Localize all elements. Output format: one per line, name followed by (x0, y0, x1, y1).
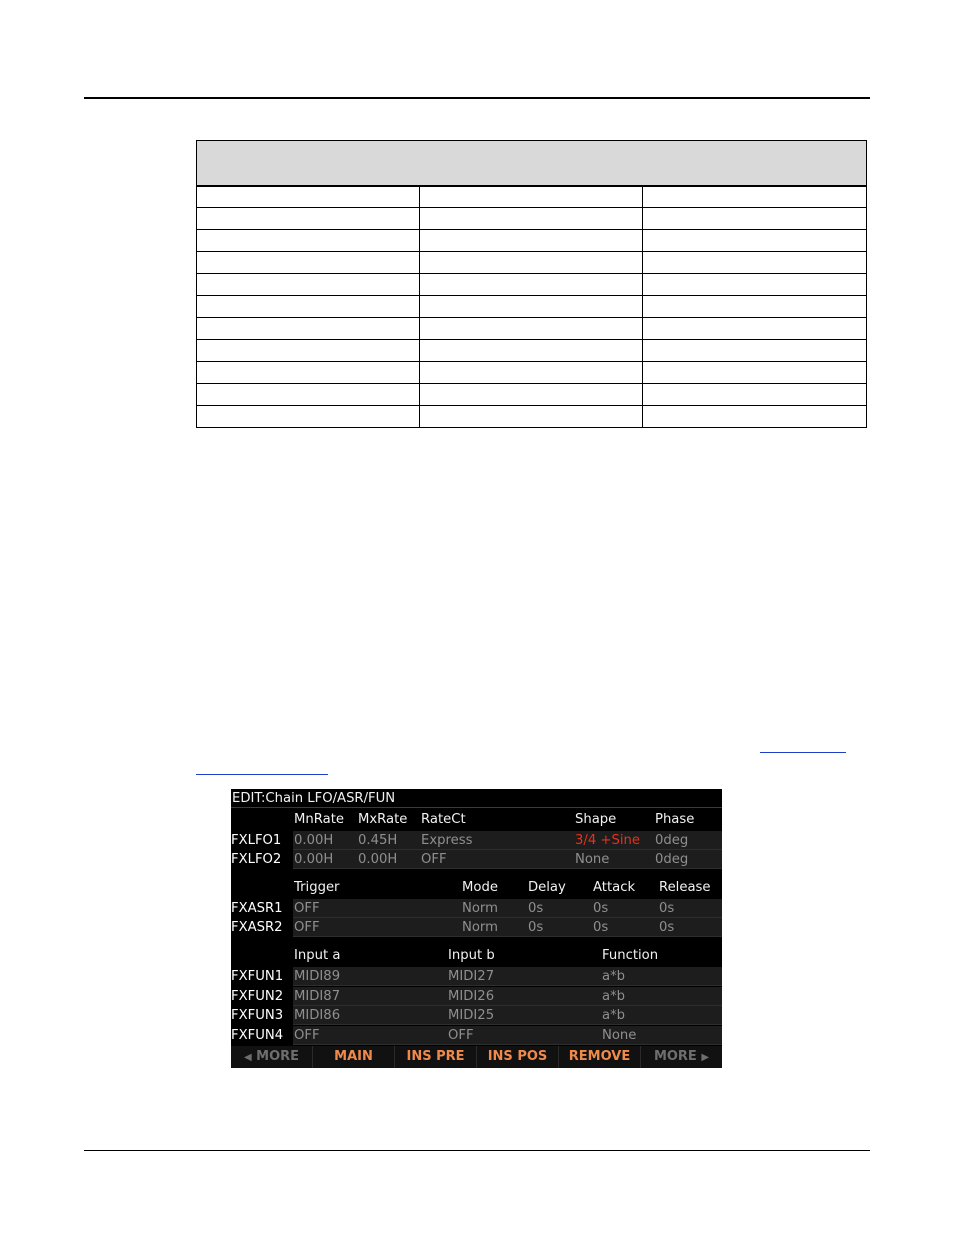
function-value[interactable]: a*b (602, 969, 626, 984)
hyperlink-underline[interactable] (760, 752, 846, 753)
softkey-label: REMOVE (568, 1049, 631, 1064)
softkey-label: MORE (653, 1049, 697, 1064)
row-label: FXASR2 (231, 920, 283, 935)
lfo-header-row (231, 810, 722, 829)
attack-value[interactable]: 0s (593, 920, 609, 935)
delay-value[interactable]: 0s (528, 901, 544, 916)
softkey-label: MORE (256, 1049, 300, 1064)
fxfun2-row[interactable] (231, 987, 722, 1006)
table-row (197, 208, 867, 230)
table-header-row (197, 141, 867, 186)
fxlfo2-row[interactable] (231, 850, 722, 869)
column-header: Mode (462, 880, 498, 895)
table-row (197, 274, 867, 296)
column-header: RateCt (421, 812, 466, 827)
fun-header-row (231, 946, 722, 965)
trigger-value[interactable]: OFF (294, 901, 320, 916)
table-row (197, 340, 867, 362)
column-header: Phase (655, 812, 695, 827)
column-header: Trigger (294, 880, 340, 895)
triangle-left-icon: ◀ (243, 1052, 252, 1063)
release-value[interactable]: 0s (659, 901, 675, 916)
input-b-value[interactable]: MIDI27 (448, 969, 495, 984)
row-label: FXLFO1 (231, 833, 282, 848)
fxlfo1-row[interactable] (231, 831, 722, 850)
row-label: FXFUN1 (231, 969, 284, 984)
table-row (197, 384, 867, 406)
softkey-label: INS POS (487, 1049, 548, 1064)
table-row (197, 252, 867, 274)
input-a-value[interactable]: MIDI87 (294, 989, 341, 1004)
input-a-value[interactable]: MIDI86 (294, 1008, 341, 1023)
footer-rule (84, 1150, 870, 1151)
input-b-value[interactable]: MIDI26 (448, 989, 495, 1004)
softkey-label: INS PRE (406, 1049, 465, 1064)
column-header: Attack (593, 880, 636, 895)
table-row (197, 186, 867, 208)
column-header: Input b (448, 948, 495, 963)
column-header: Release (659, 880, 711, 895)
mnrate-value[interactable]: 0.00H (294, 833, 334, 848)
reference-table (196, 140, 867, 428)
softkey-more-right[interactable] (641, 1046, 722, 1068)
mxrate-value[interactable]: 0.00H (358, 852, 398, 867)
mnrate-value[interactable]: 0.00H (294, 852, 334, 867)
column-header: MxRate (358, 812, 408, 827)
trigger-value[interactable]: OFF (294, 920, 320, 935)
table-row (197, 296, 867, 318)
table-row (197, 362, 867, 384)
softkey-ins-pre[interactable] (395, 1046, 477, 1068)
column-header: MnRate (294, 812, 344, 827)
softkey-remove[interactable] (559, 1046, 641, 1068)
triangle-right-icon: ▶ (701, 1052, 710, 1063)
input-b-value[interactable]: MIDI25 (448, 1008, 495, 1023)
release-value[interactable]: 0s (659, 920, 675, 935)
softkey-more-left[interactable] (231, 1046, 313, 1068)
input-b-value[interactable]: OFF (448, 1028, 474, 1043)
softkey-ins-pos[interactable] (477, 1046, 559, 1068)
fxfun1-row[interactable] (231, 967, 722, 986)
attack-value[interactable]: 0s (593, 901, 609, 916)
softkey-main[interactable] (313, 1046, 395, 1068)
shape-value[interactable]: None (575, 852, 610, 867)
edit-chain-lfo-asr-fun-screen (231, 789, 722, 1068)
column-header: Shape (575, 812, 617, 827)
function-value[interactable]: None (602, 1028, 637, 1043)
row-label: FXFUN3 (231, 1008, 284, 1023)
shape-value[interactable]: 3/4 +Sine (575, 833, 640, 848)
row-label: FXFUN2 (231, 989, 284, 1004)
screen-title: EDIT:Chain LFO/ASR/FUN (231, 789, 722, 808)
delay-value[interactable]: 0s (528, 920, 544, 935)
fxasr2-row[interactable] (231, 918, 722, 937)
table-header-cell (197, 141, 867, 186)
softkey-label: MAIN (334, 1049, 373, 1064)
column-header: Input a (294, 948, 341, 963)
hyperlink-underline[interactable] (196, 774, 328, 775)
mode-value[interactable]: Norm (462, 920, 498, 935)
fxasr1-row[interactable] (231, 899, 722, 918)
phase-value[interactable]: 0deg (655, 852, 689, 867)
function-value[interactable]: a*b (602, 989, 626, 1004)
table-row (197, 406, 867, 428)
fxfun4-row[interactable] (231, 1026, 722, 1045)
ratect-value[interactable]: Express (421, 833, 473, 848)
fxfun3-row[interactable] (231, 1006, 722, 1025)
input-a-value[interactable]: OFF (294, 1028, 320, 1043)
ratect-value[interactable]: OFF (421, 852, 447, 867)
column-header: Delay (528, 880, 566, 895)
table-row (197, 318, 867, 340)
softkey-bar (231, 1046, 722, 1068)
header-rule (84, 97, 870, 99)
row-label: FXASR1 (231, 901, 283, 916)
input-a-value[interactable]: MIDI89 (294, 969, 341, 984)
asr-header-row (231, 878, 722, 897)
table-row (197, 230, 867, 252)
function-value[interactable]: a*b (602, 1008, 626, 1023)
mode-value[interactable]: Norm (462, 901, 498, 916)
phase-value[interactable]: 0deg (655, 833, 689, 848)
row-label: FXFUN4 (231, 1028, 284, 1043)
column-header: Function (602, 948, 659, 963)
mxrate-value[interactable]: 0.45H (358, 833, 398, 848)
row-label: FXLFO2 (231, 852, 282, 867)
